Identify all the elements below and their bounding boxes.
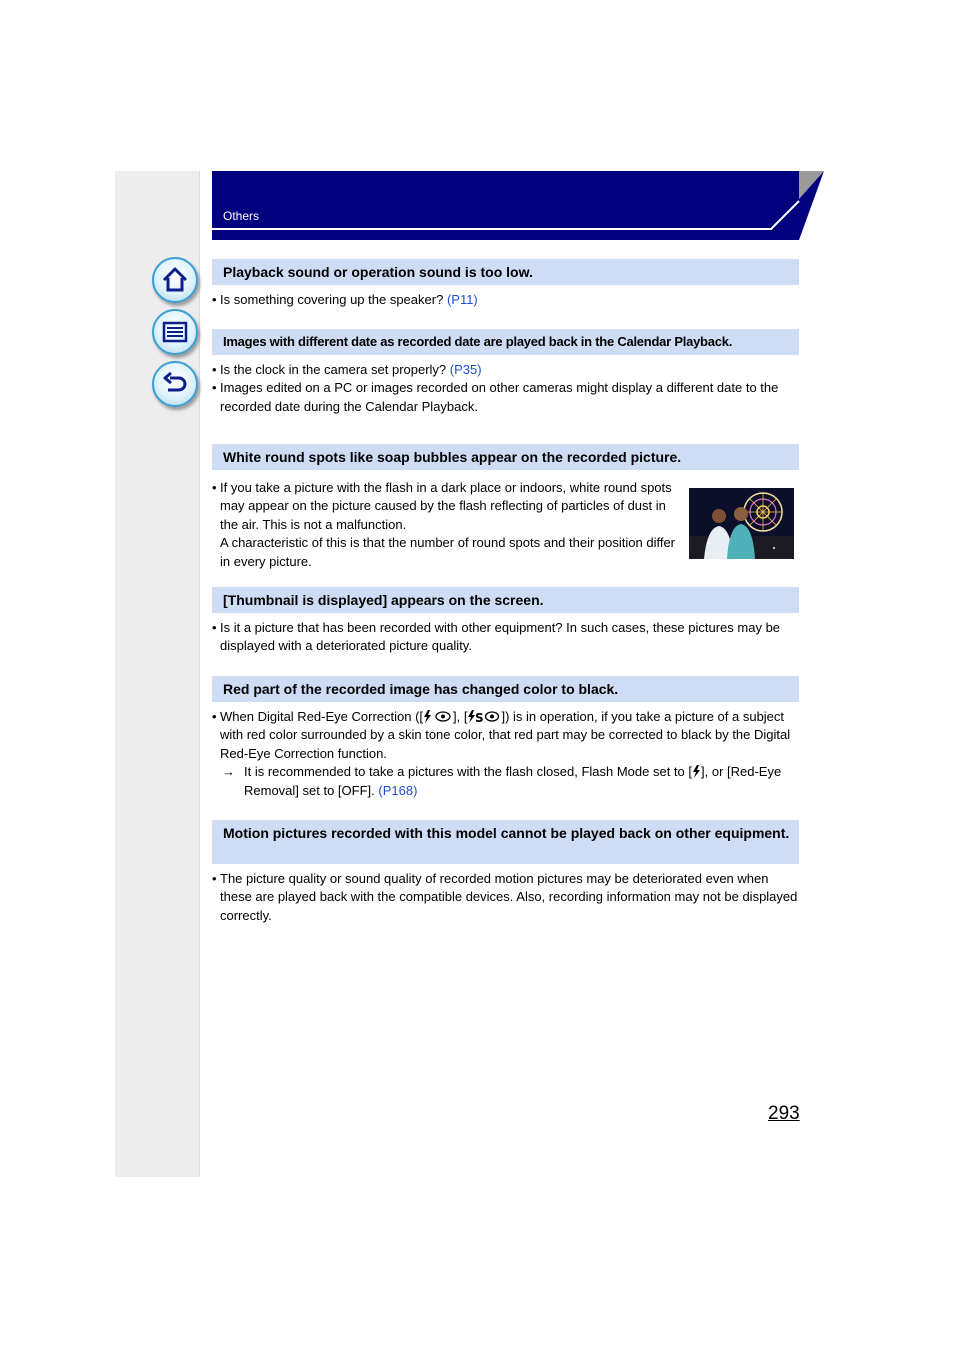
page-number: 293 [768,1103,800,1124]
bullet-item: • When Digital Red-Eye Correction ([ ], [ S ]) is in operation, if you take a picture of a subject with red color surrounded by a skin tone color, that red part may be corrected to black by the Digital Red-Eye Correction function. [212,708,802,763]
section-body [212,291,802,309]
heading-text: Red part of the recorded image has changed color to black. [223,681,619,697]
bullet-item: • The picture quality or sound quality of recorded motion pictures may be deteriorated even when these are played back with the compatible devices. Also, recording information may not be displayed correctly. [212,870,802,925]
page-link[interactable]: (P35) [449,362,482,377]
section-body [212,361,802,416]
arrow-note: → It is recommended to take a pictures with the flash closed, Flash Mode set to [ ], or [Red-Eye Removal] set to [OFF]. (P168) [212,763,802,800]
bullet-item: • Is it a picture that has been recorded with other equipment? In such cases, these pictures may be displayed with a deteriorated picture quality. [212,619,802,656]
bullet-item: • Is the clock in the camera set properly? (P35) [212,361,802,379]
flash-red-eye-icon [423,710,453,723]
section-body [212,708,802,800]
chapter-header [212,171,799,240]
heading-text: Playback sound or operation sound is too low. [223,264,533,280]
section-label: Others [223,209,260,223]
contents-button[interactable] [152,309,198,355]
page-corner-fold-icon [771,171,824,241]
bullet-item: • Images edited on a PC or images recorded on other cameras might display a different date to the recorded date during the Calendar Playback. [212,379,802,416]
page-link[interactable]: (P11) [446,292,478,307]
section-body [212,479,684,571]
section-body [212,870,802,925]
back-button[interactable] [152,361,198,407]
heading-text: White round spots like soap bubbles appear on the recorded picture. [223,449,682,465]
page-link[interactable]: (P168) [378,782,418,798]
night-portrait-photo [689,488,794,559]
section-heading [212,329,799,355]
header-rule [212,228,772,230]
section-heading [212,587,799,613]
home-button[interactable] [152,257,198,303]
contents-list-icon [161,318,189,346]
back-arrow-icon [161,370,189,398]
section-heading [212,820,799,864]
bullet-item: • If you take a picture with the flash in a dark place or indoors, white round spots may appear on the picture caused by the flash reflecting of particles of dust in the air. This is not a malfunction. A characteristic of this is that the number of round spots and their position differ in every picture. [212,479,684,571]
heading-text: Motion pictures recorded with this model cannot be played back on other equipment. [223,825,790,841]
section-heading [212,676,799,702]
section-heading [212,259,799,285]
section-body [212,619,802,656]
flash-forced-off-icon [692,765,701,778]
home-icon [161,266,189,294]
svg-text:S: S [475,711,485,723]
bullet-item: • Is something covering up the speaker? (P11) [212,291,802,309]
heading-text: [Thumbnail is displayed] appears on the screen. [223,592,544,608]
heading-text: Images with different date as recorded date are played back in the Calendar Playback. [223,334,733,349]
section-heading [212,444,799,470]
flash-slow-sync-red-eye-icon [467,710,501,723]
